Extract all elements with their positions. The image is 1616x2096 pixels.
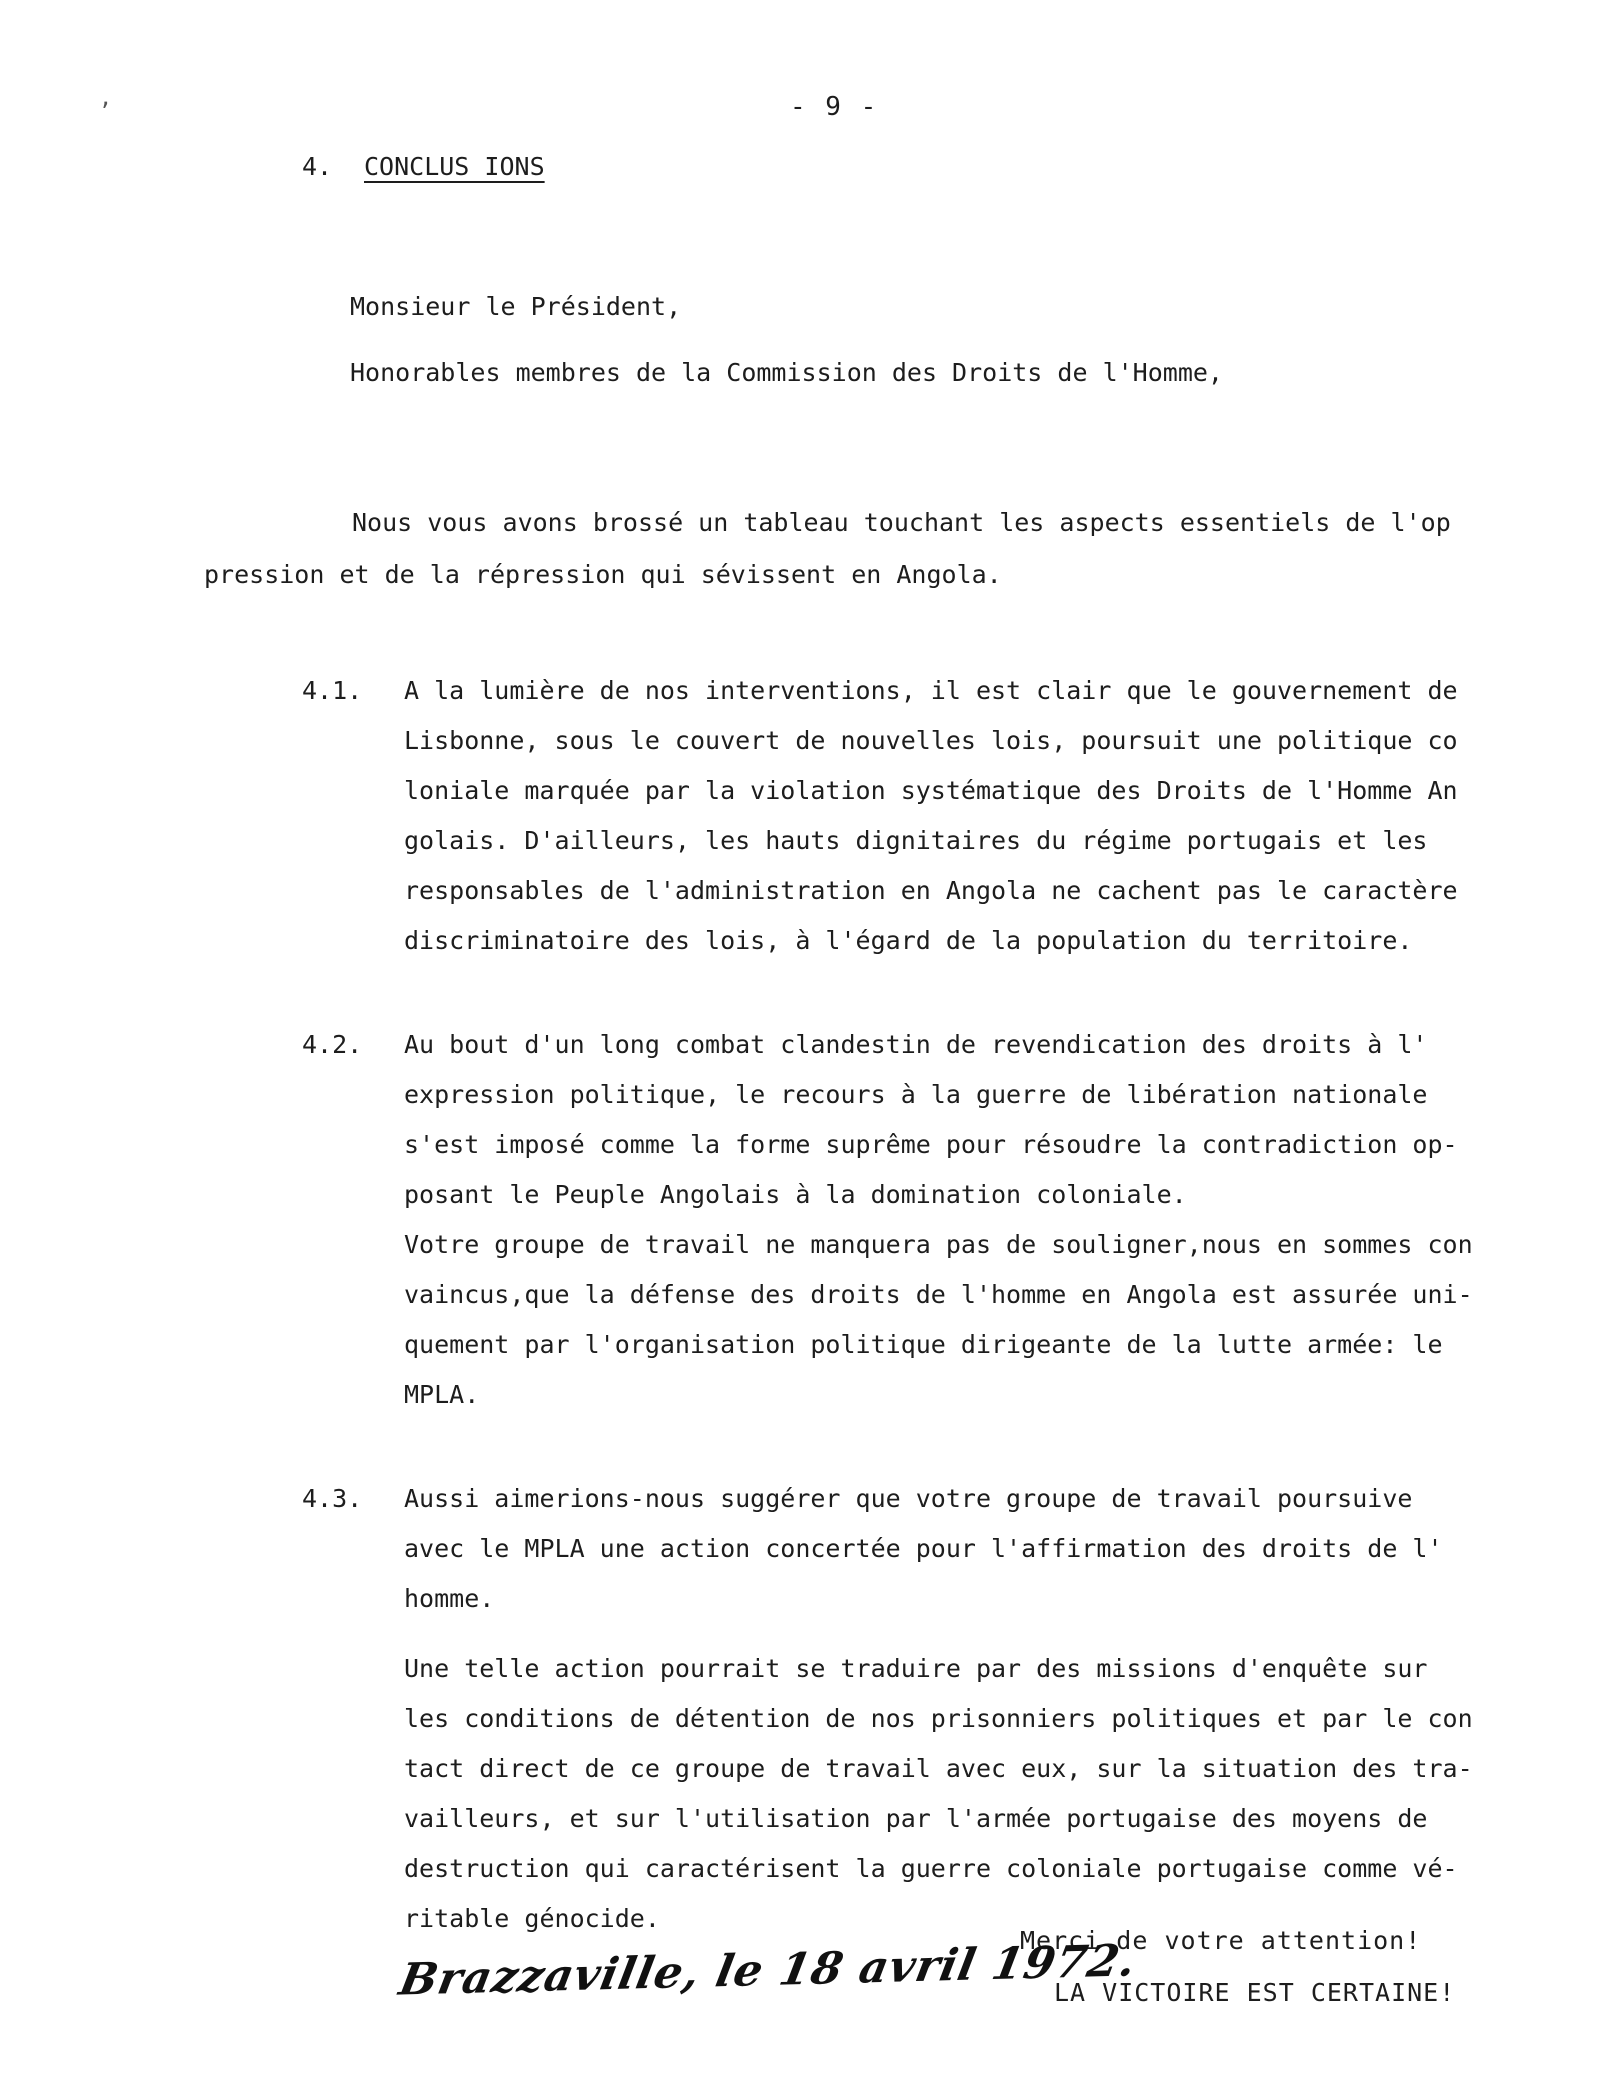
item-4-3-line: destruction qui caractérisent la guerre coloniale portugaise comme vé- [404,1854,1458,1883]
item-number-4-2: 4.2. [302,1030,363,1059]
section-number: 4. [302,152,333,181]
item-4-2-line: quement par l'organisation politique dirigeante de la lutte armée: le [404,1330,1443,1359]
item-4-1-line: loniale marquée par la violation systématique des Droits de l'Homme An [404,776,1458,805]
item-4-1-line: responsables de l'administration en Angola ne cachent pas le caractère [404,876,1458,905]
item-4-3-line: avec le MPLA une action concertée pour l'affirmation des droits de l' [404,1534,1443,1563]
item-4-2-line: Votre groupe de travail ne manquera pas de souligner,nous en sommes con [404,1230,1473,1259]
item-4-2-line: expression politique, le recours à la guerre de libération nationale [404,1080,1428,1109]
item-4-3-line: homme. [404,1584,495,1613]
item-4-2-line: vaincus,que la défense des droits de l'homme en Angola est assurée uni- [404,1280,1473,1309]
closing-motto: LA VICTOIRE EST CERTAINE! [1054,1978,1456,2007]
salutation-members: Honorables membres de la Commission des Droits de l'Homme, [350,358,1223,387]
page-number: - 9 - [790,92,879,122]
item-4-2-line: Au bout d'un long combat clandestin de revendication des droits à l' [404,1030,1428,1059]
handwritten-place-date: Brazzaville, le 18 avril 1972. [395,1935,1141,2006]
item-4-1-line: discriminatoire des lois, à l'égard de la population du territoire. [404,926,1413,955]
item-4-2-line: posant le Peuple Angolais à la domination coloniale. [404,1180,1187,1209]
scan-mark: , [99,86,113,111]
section-title: CONCLUS IONS [364,152,545,181]
item-4-3-line: vailleurs, et sur l'utilisation par l'armée portugaise des moyens de [404,1804,1428,1833]
item-4-3-line: Aussi aimerions-nous suggérer que votre groupe de travail poursuive [404,1484,1413,1513]
item-number-4-3: 4.3. [302,1484,363,1513]
item-4-1-line: golais. D'ailleurs, les hauts dignitaires du régime portugais et les [404,826,1428,855]
closing-thanks: Merci de votre attention! [1020,1926,1422,1955]
item-4-3-line: ritable génocide. [404,1904,660,1933]
item-4-3-line: Une telle action pourrait se traduire par des missions d'enquête sur [404,1654,1428,1683]
intro-line: Nous vous avons brossé un tableau touchant les aspects essentiels de l'op [352,508,1451,537]
item-number-4-1: 4.1. [302,676,363,705]
salutation-president: Monsieur le Président, [350,292,682,321]
item-4-3-line: tact direct de ce groupe de travail avec eux, sur la situation des tra- [404,1754,1473,1783]
item-4-2-line: s'est imposé comme la forme suprême pour résoudre la contradiction op- [404,1130,1458,1159]
section-heading [302,152,545,181]
item-4-1-line: A la lumière de nos interventions, il est clair que le gouvernement de [404,676,1458,705]
item-4-2-line: MPLA. [404,1380,480,1409]
intro-line: pression et de la répression qui sévissent en Angola. [204,560,1002,589]
item-4-1-line: Lisbonne, sous le couvert de nouvelles lois, poursuit une politique co [404,726,1458,755]
item-4-3-line: les conditions de détention de nos prisonniers politiques et par le con [404,1704,1473,1733]
